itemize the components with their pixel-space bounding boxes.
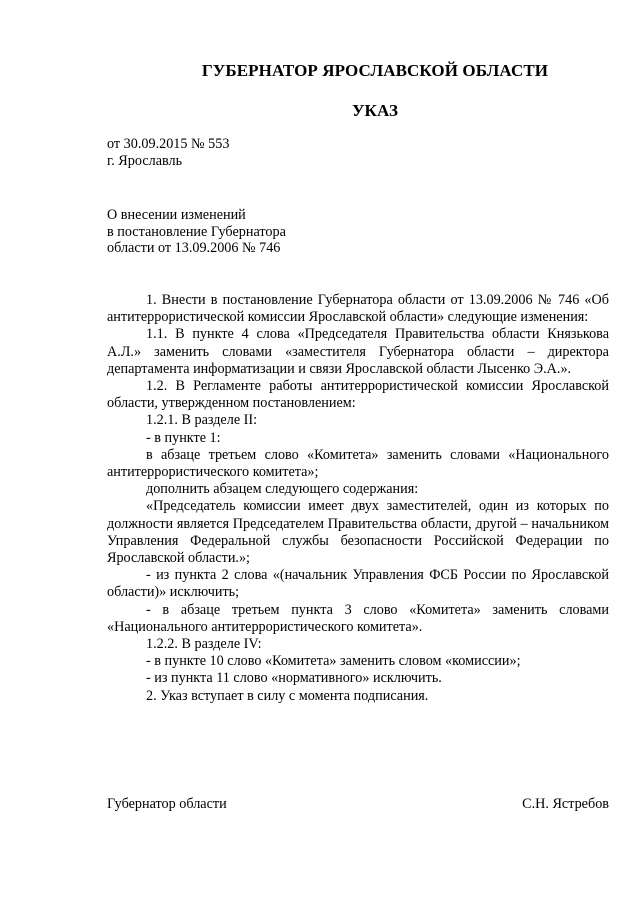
body-paragraph: дополнить абзацем следующего содержания: bbox=[146, 481, 419, 498]
document-date-block bbox=[107, 136, 229, 169]
body-paragraph: 1.1. В пункте 4 слова «Председателя Правительства области Князькова А.Л.» заменить словами «заместителя Губернатора области – директора департамента информатизации и связи Ярославской области Лысенко Э.А.». bbox=[107, 326, 609, 377]
body-paragraph: - из пункта 11 слово «нормативного» исключить. bbox=[146, 670, 442, 687]
body-paragraph: 1.2. В Регламенте работы антитеррористической комиссии Ярославской области, утвержденном постановлением: bbox=[107, 378, 609, 412]
document-place: г. Ярославль bbox=[107, 152, 183, 169]
body-paragraph: 2. Указ вступает в силу с момента подписания. bbox=[146, 687, 429, 704]
body-paragraph: - в пункте 1: bbox=[146, 429, 221, 446]
body-paragraph: в абзаце третьем слово «Комитета» заменить словами «Национального антитеррористического комитета»; bbox=[107, 446, 609, 481]
document-subject bbox=[107, 207, 286, 257]
document-date-number: от 30.09.2015 № 553 bbox=[107, 136, 230, 152]
subject-line: О внесении изменений bbox=[107, 207, 246, 223]
signature-name: С.Н. Ястребов bbox=[522, 796, 609, 812]
body-paragraph: - в пункте 10 слово «Комитета» заменить словом «комиссии»; bbox=[146, 653, 521, 670]
body-paragraph: 1. Внести в постановление Губернатора области от 13.09.2006 № 746 «Об антитеррористической комиссии Ярославской области» следующие изменения: bbox=[107, 292, 609, 326]
subject-line: области от 13.09.2006 № 746 bbox=[107, 240, 281, 256]
body-paragraph: «Председатель комиссии имеет двух заместителей, один из которых по должности является Председателем Правительства области, другой – начальником Управления Федеральной службы безопасности Российской Федерации по Ярославской области.»; bbox=[107, 498, 609, 567]
body-paragraph: 1.2.1. В разделе II: bbox=[146, 412, 258, 429]
signature-position: Губернатор области bbox=[107, 796, 227, 812]
body-paragraph: - в абзаце третьем пункта 3 слово «Комитета» заменить словами «Национального антитеррористического комитета». bbox=[107, 601, 609, 635]
document-issuer-title: ГУБЕРНАТОР ЯРОСЛАВСКОЙ ОБЛАСТИ bbox=[201, 61, 549, 80]
document-type-title: УКАЗ bbox=[351, 101, 399, 120]
document-body bbox=[107, 292, 609, 705]
body-paragraph: - из пункта 2 слова «(начальник Управления ФСБ России по Ярославской области)» исключить; bbox=[107, 567, 609, 601]
subject-line: в постановление Губернатора bbox=[107, 223, 286, 240]
body-paragraph: 1.2.2. В разделе IV: bbox=[146, 636, 262, 653]
